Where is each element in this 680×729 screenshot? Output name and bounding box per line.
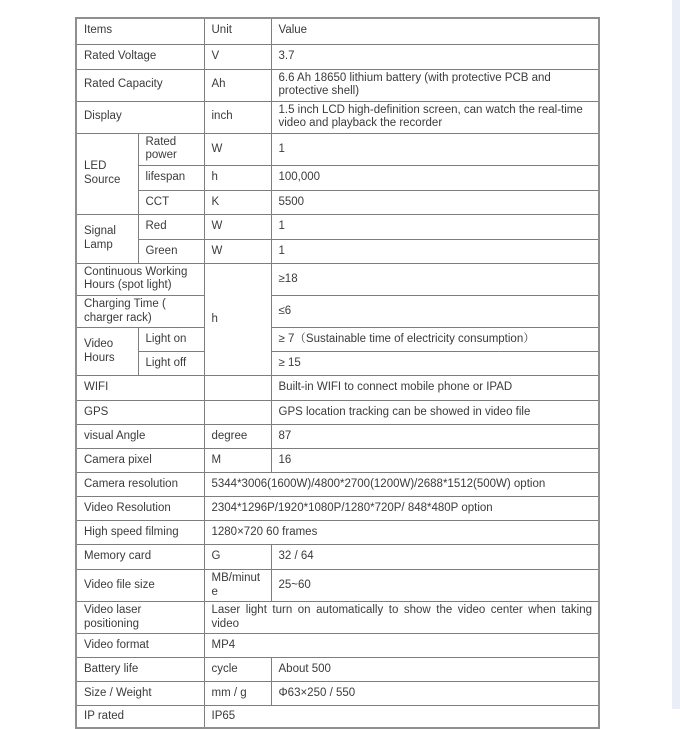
table-row (76, 658, 599, 682)
table-row (76, 570, 599, 602)
video-laser-positioning-label: Video laser positioning (76, 602, 204, 634)
table-row (76, 214, 599, 239)
table-row (76, 401, 599, 425)
wifi-unit-empty (204, 376, 271, 401)
table-row (76, 69, 599, 101)
signal-lamp-group-label: Signal Lamp (76, 214, 138, 263)
camera-resolution-label: Camera resolution (76, 473, 204, 497)
high-speed-filming-value: 1280×720 60 frames (204, 521, 599, 545)
led-rated-power-unit: W (204, 133, 271, 165)
table-row (76, 545, 599, 570)
rated-voltage-unit: V (204, 44, 271, 69)
table-row (76, 44, 599, 69)
table-row (76, 706, 599, 728)
video-format-value: MP4 (204, 634, 599, 658)
visual-angle-value: 87 (271, 425, 599, 449)
rated-capacity-value: 6.6 Ah 18650 lithium battery (with protective PCB and protective shell) (271, 69, 599, 101)
ip-rated-label: IP rated (76, 706, 204, 728)
video-resolution-label: Video Resolution (76, 497, 204, 521)
charging-time-label: Charging Time ( charger rack) (76, 296, 204, 328)
table-row (76, 101, 599, 133)
table-row (76, 133, 599, 165)
table-row (76, 602, 599, 634)
table-row (76, 165, 599, 190)
memory-card-unit: G (204, 545, 271, 570)
table-row (76, 497, 599, 521)
rated-capacity-unit: Ah (204, 69, 271, 101)
display-unit: inch (204, 101, 271, 133)
battery-life-value: About 500 (271, 658, 599, 682)
led-lifespan-value: 100,000 (271, 165, 599, 190)
led-rated-power-label: Rated power (138, 133, 204, 165)
table-row (76, 239, 599, 263)
battery-life-label: Battery life (76, 658, 204, 682)
led-rated-power-value: 1 (271, 133, 599, 165)
video-format-label: Video format (76, 634, 204, 658)
camera-resolution-value: 5344*3006(1600W)/4800*2700(1200W)/2688*1512(500W) option (204, 473, 599, 497)
video-file-size-unit: MB/minute (204, 570, 271, 602)
continuous-working-hours-label: Continuous Working Hours (spot light) (76, 263, 204, 295)
rated-voltage-value: 3.7 (271, 44, 599, 69)
signal-green-value: 1 (271, 239, 599, 263)
battery-life-unit: cycle (204, 658, 271, 682)
visual-angle-label: visual Angle (76, 425, 204, 449)
spec-table (75, 17, 600, 729)
video-hours-light-off-value: ≥ 15 (271, 352, 599, 376)
gps-unit-empty (204, 401, 271, 425)
display-label: Display (76, 101, 204, 133)
table-row (76, 425, 599, 449)
table-row (76, 296, 599, 328)
hours-shared-unit: h (204, 263, 271, 375)
camera-pixel-value: 16 (271, 449, 599, 473)
rated-capacity-label: Rated Capacity (76, 69, 204, 101)
video-hours-light-on-value: ≥ 7（Sustainable time of electricity consumption） (271, 328, 599, 352)
gps-label: GPS (76, 401, 204, 425)
header-items: Items (76, 18, 204, 44)
continuous-working-hours-value: ≥18 (271, 263, 599, 295)
table-row (76, 376, 599, 401)
header-value: Value (271, 18, 599, 44)
rated-voltage-label: Rated Voltage (76, 44, 204, 69)
table-row (76, 473, 599, 497)
high-speed-filming-label: High speed filming (76, 521, 204, 545)
header-unit: Unit (204, 18, 271, 44)
led-cct-label: CCT (138, 190, 204, 214)
table-row (76, 682, 599, 706)
signal-green-label: Green (138, 239, 204, 263)
charging-time-value: ≤6 (271, 296, 599, 328)
memory-card-value: 32 / 64 (271, 545, 599, 570)
camera-pixel-label: Camera pixel (76, 449, 204, 473)
signal-red-value: 1 (271, 214, 599, 239)
size-weight-label: Size / Weight (76, 682, 204, 706)
video-laser-positioning-value: Laser light turn on automatically to show the video center when taking video (204, 602, 599, 634)
camera-pixel-unit: M (204, 449, 271, 473)
led-lifespan-label: lifespan (138, 165, 204, 190)
gps-value: GPS location tracking can be showed in video file (271, 401, 599, 425)
table-row (76, 18, 599, 44)
signal-green-unit: W (204, 239, 271, 263)
spec-table-body (76, 18, 599, 728)
wifi-label: WIFI (76, 376, 204, 401)
table-row (76, 263, 599, 295)
video-resolution-value: 2304*1296P/1920*1080P/1280*720P/ 848*480P option (204, 497, 599, 521)
led-cct-value: 5500 (271, 190, 599, 214)
page-right-edge-strip (672, 0, 680, 709)
visual-angle-unit: degree (204, 425, 271, 449)
table-row (76, 352, 599, 376)
signal-red-label: Red (138, 214, 204, 239)
table-row (76, 634, 599, 658)
led-cct-unit: K (204, 190, 271, 214)
video-hours-light-on-label: Light on (138, 328, 204, 352)
table-row (76, 328, 599, 352)
memory-card-label: Memory card (76, 545, 204, 570)
wifi-value: Built-in WIFI to connect mobile phone or IPAD (271, 376, 599, 401)
signal-red-unit: W (204, 214, 271, 239)
video-hours-light-off-label: Light off (138, 352, 204, 376)
video-file-size-value: 25~60 (271, 570, 599, 602)
led-source-group-label: LED Source (76, 133, 138, 214)
display-value: 1.5 inch LCD high-definition screen, can watch the real-time video and playback the recorder (271, 101, 599, 133)
led-lifespan-unit: h (204, 165, 271, 190)
ip-rated-value: IP65 (204, 706, 599, 728)
size-weight-unit: mm / g (204, 682, 271, 706)
size-weight-value: Φ63×250 / 550 (271, 682, 599, 706)
video-file-size-label: Video file size (76, 570, 204, 602)
table-row (76, 190, 599, 214)
video-hours-group-label: Video Hours (76, 328, 138, 376)
table-row (76, 521, 599, 545)
table-row (76, 449, 599, 473)
